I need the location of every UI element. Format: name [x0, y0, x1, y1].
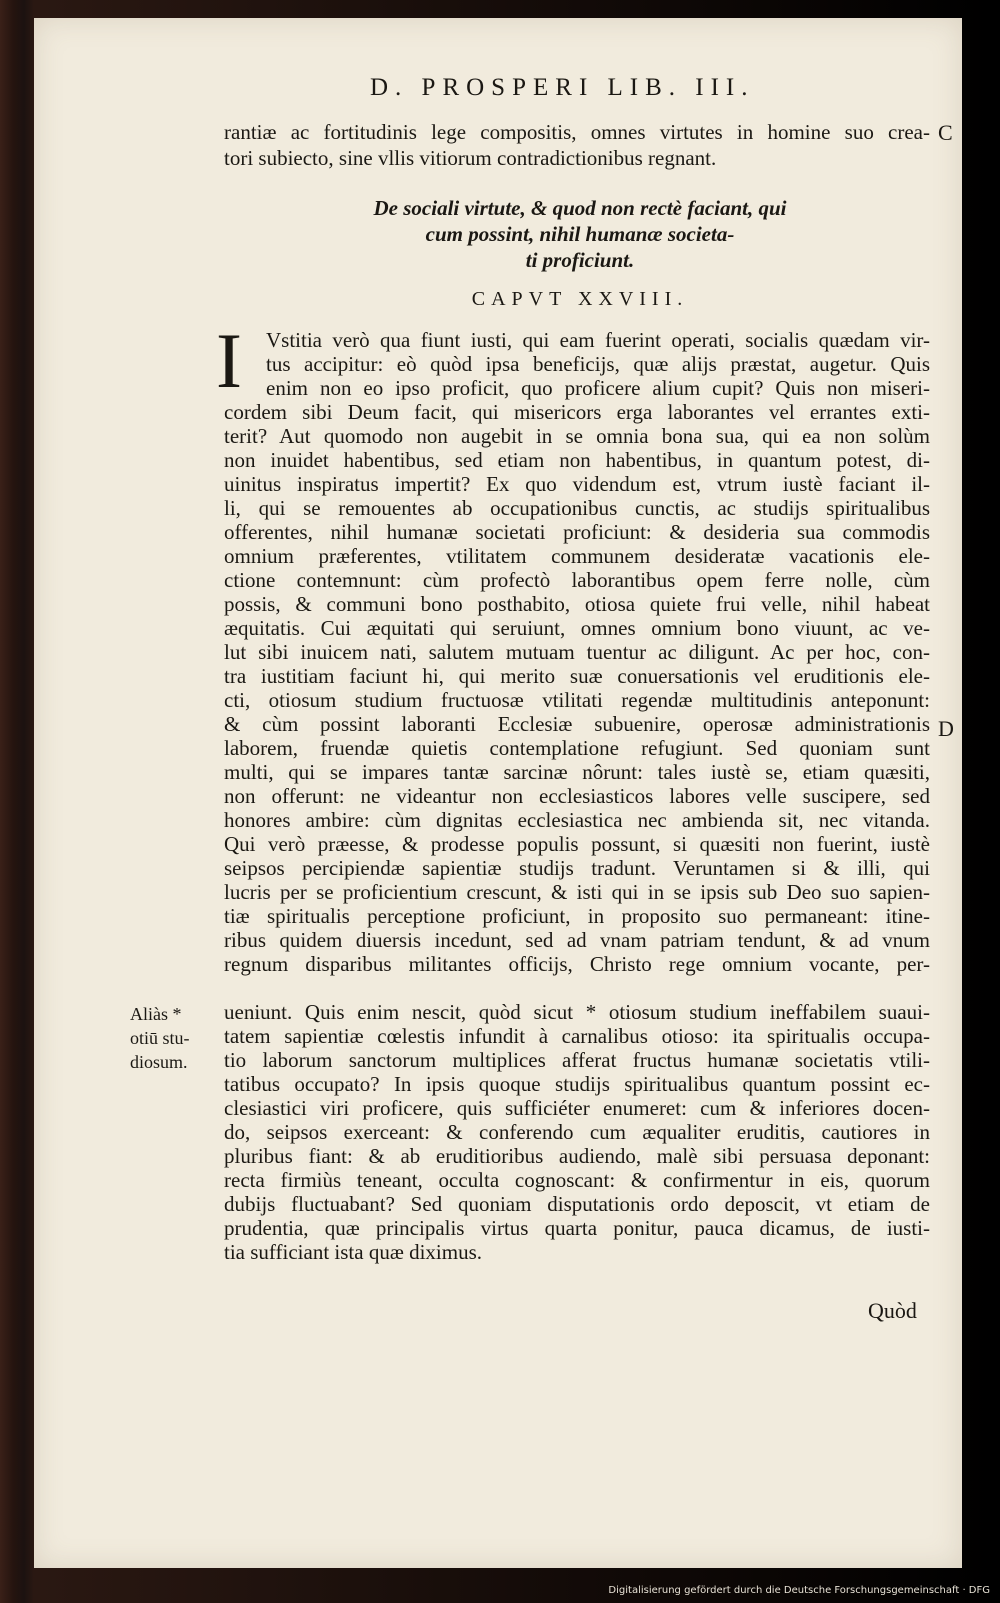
text-line: non inuidet habentibus, sed etiam non habentibus, in quantum potest, di- [224, 448, 930, 472]
text-line: clesiastici viri proficere, quis sufficiéter enumeret: cum & inferiores docen- [224, 1096, 930, 1120]
marginal-note-line: Aliàs * [130, 1004, 182, 1024]
text-line: ribus quidem diuersis incedunt, sed ad vnam patriam tendunt, & ad vnum [224, 928, 930, 952]
margin-letter-d: D [938, 716, 954, 741]
text-line: possis, & communi bono posthabito, otiosa quiete frui velle, nihil habeat [224, 592, 930, 616]
text-line: tiæ spiritualis perceptione proficiunt, in proposito suo permaneant: itine- [224, 904, 930, 928]
text-line: tia sufficiant ista quæ diximus. [224, 1240, 483, 1264]
text-line: enim non eo ipso proficit, quo proficere alium cupit? Quis non miseri- [266, 376, 930, 400]
text-line: tatem sapientiæ cœlestis infundit à carnalibus otioso: ita spiritualis occupa- [224, 1024, 930, 1048]
text-line: ctione contemnunt: cùm profectò laborantibus opem ferre nolle, cùm [224, 568, 930, 592]
chapter-subtitle-line: cum possint, nihil humanæ societa- [425, 222, 735, 246]
catchword: Quòd [868, 1298, 917, 1323]
text-line: uinitus inspiratus impertit? Ex quo videndum est, vtrum iustè faciant il- [224, 472, 930, 496]
text-line: Qui verò præesse, & prodesse populis possunt, si quæsiti non fuerint, iustè [224, 832, 930, 856]
text-line: rantiæ ac fortitudinis lege compositis, omnes virtutes in homine suo crea- [224, 120, 930, 144]
digitization-credit: Digitalisierung gefördert durch die Deutsche Forschungsgemeinschaft · DFG [608, 1585, 990, 1596]
text-line: tatibus occupato? In ipsis quoque studijs spiritualibus quantum possint ec- [224, 1072, 930, 1096]
marginal-note-line: otiū stu- [130, 1028, 190, 1048]
text-line: dubijs fluctuabant? Sed quoniam disputationis ordo deposcit, vt etiam de [224, 1192, 930, 1216]
text-line: recta firmiùs teneant, occulta cognoscant: & confirmentur in eis, quorum [224, 1168, 930, 1192]
text-line: cordem sibi Deum facit, qui misericors erga laborantes vel errantes exti- [224, 400, 930, 424]
text-line: pluribus fiant: & ab eruditioribus audiendo, malè sibi persuasa deponant: [224, 1144, 930, 1168]
text-line: seipsos percipiendæ sapientiæ studijs tradunt. Veruntamen si & illi, qui [224, 856, 930, 880]
text-line: multi, qui se impares tantæ sarcinæ nôrunt: tales iustè se, etiam quæsiti, [224, 760, 930, 784]
text-line: tori subiecto, sine vllis vitiorum contradictionibus regnant. [224, 146, 717, 170]
text-line: honores ambire: cùm dignitas ecclesiastica nec ambienda sit, nec vitanda. [224, 808, 930, 832]
text-line: tus accipitur: eò quòd ipsa beneficijs, quæ alijs præstat, augetur. Quis [266, 352, 930, 376]
running-head: D. PROSPERI LIB. III. [370, 74, 755, 101]
marginal-note-line: diosum. [130, 1052, 188, 1072]
text-line: offerentes, nihil humanæ societati proficiunt: & desideria sua commodis [224, 520, 930, 544]
text-line: do, seipsos exerceant: & conferendo cum æqualiter eruditis, cautiores in [224, 1120, 930, 1144]
text-line: lucris per se proficientium crescunt, & isti qui in se ipsis sub Deo suo sapien- [224, 880, 930, 904]
drop-cap: I [216, 317, 242, 404]
text-line: cti, otiosum studium fructuosæ vtilitati regendæ multitudinis anteponunt: [224, 688, 930, 712]
text-line: prudentia, quæ principalis virtus quarta ponitur, pauca dicamus, de iusti- [224, 1216, 930, 1240]
text-line: æquitatis. Cui æquitati qui seruiunt, omnes omnium bono viuunt, ac ve- [224, 616, 930, 640]
text-line: ueniunt. Quis enim nescit, quòd sicut * otiosum studium ineffabilem suaui- [224, 1000, 930, 1024]
text-line: terit? Aut quomodo non augebit in se omnia bona sua, qui ea non solùm [224, 424, 930, 448]
chapter-subtitle-line: De sociali virtute, & quod non rectè faciant, qui [373, 196, 787, 220]
text-line: laborem, fruendæ quietis contemplatione refugiunt. Sed quoniam sunt [224, 736, 930, 760]
text-line: tra iustitiam faciunt hi, qui merito suæ conuersationis vel eruditionis ele- [224, 664, 930, 688]
chapter-subtitle-line: ti proficiunt. [525, 248, 635, 272]
text-line: omnium præferentes, vtilitatem communem desideratæ vacationis ele- [224, 544, 930, 568]
text-line: & cùm possint laboranti Ecclesiæ subuenire, operosæ administrationis [224, 712, 930, 736]
text-line: li, qui se remouentes ab occupationibus cunctis, ac studijs spiritualibus [224, 496, 930, 520]
text-line: regnum disparibus militantes officijs, Christo rege omnium vocante, per- [224, 952, 930, 976]
text-line: non offerunt: ne videantur non ecclesiasticos labores velle suscipere, sed [224, 784, 930, 808]
chapter-heading: CAPVT XXVIII. [471, 288, 689, 310]
text-line: tio laborum sanctorum multiplices afferat fructus humanæ societatis vtili- [224, 1048, 930, 1072]
margin-letter-c: C [938, 120, 953, 145]
text-line: Vstitia verò qua fiunt iusti, qui eam fuerint operati, socialis quædam vir- [266, 328, 930, 352]
text-line: lut sibi inuicem nati, salutem mutuam tuentur ac diligunt. Ac per hoc, con- [224, 640, 930, 664]
